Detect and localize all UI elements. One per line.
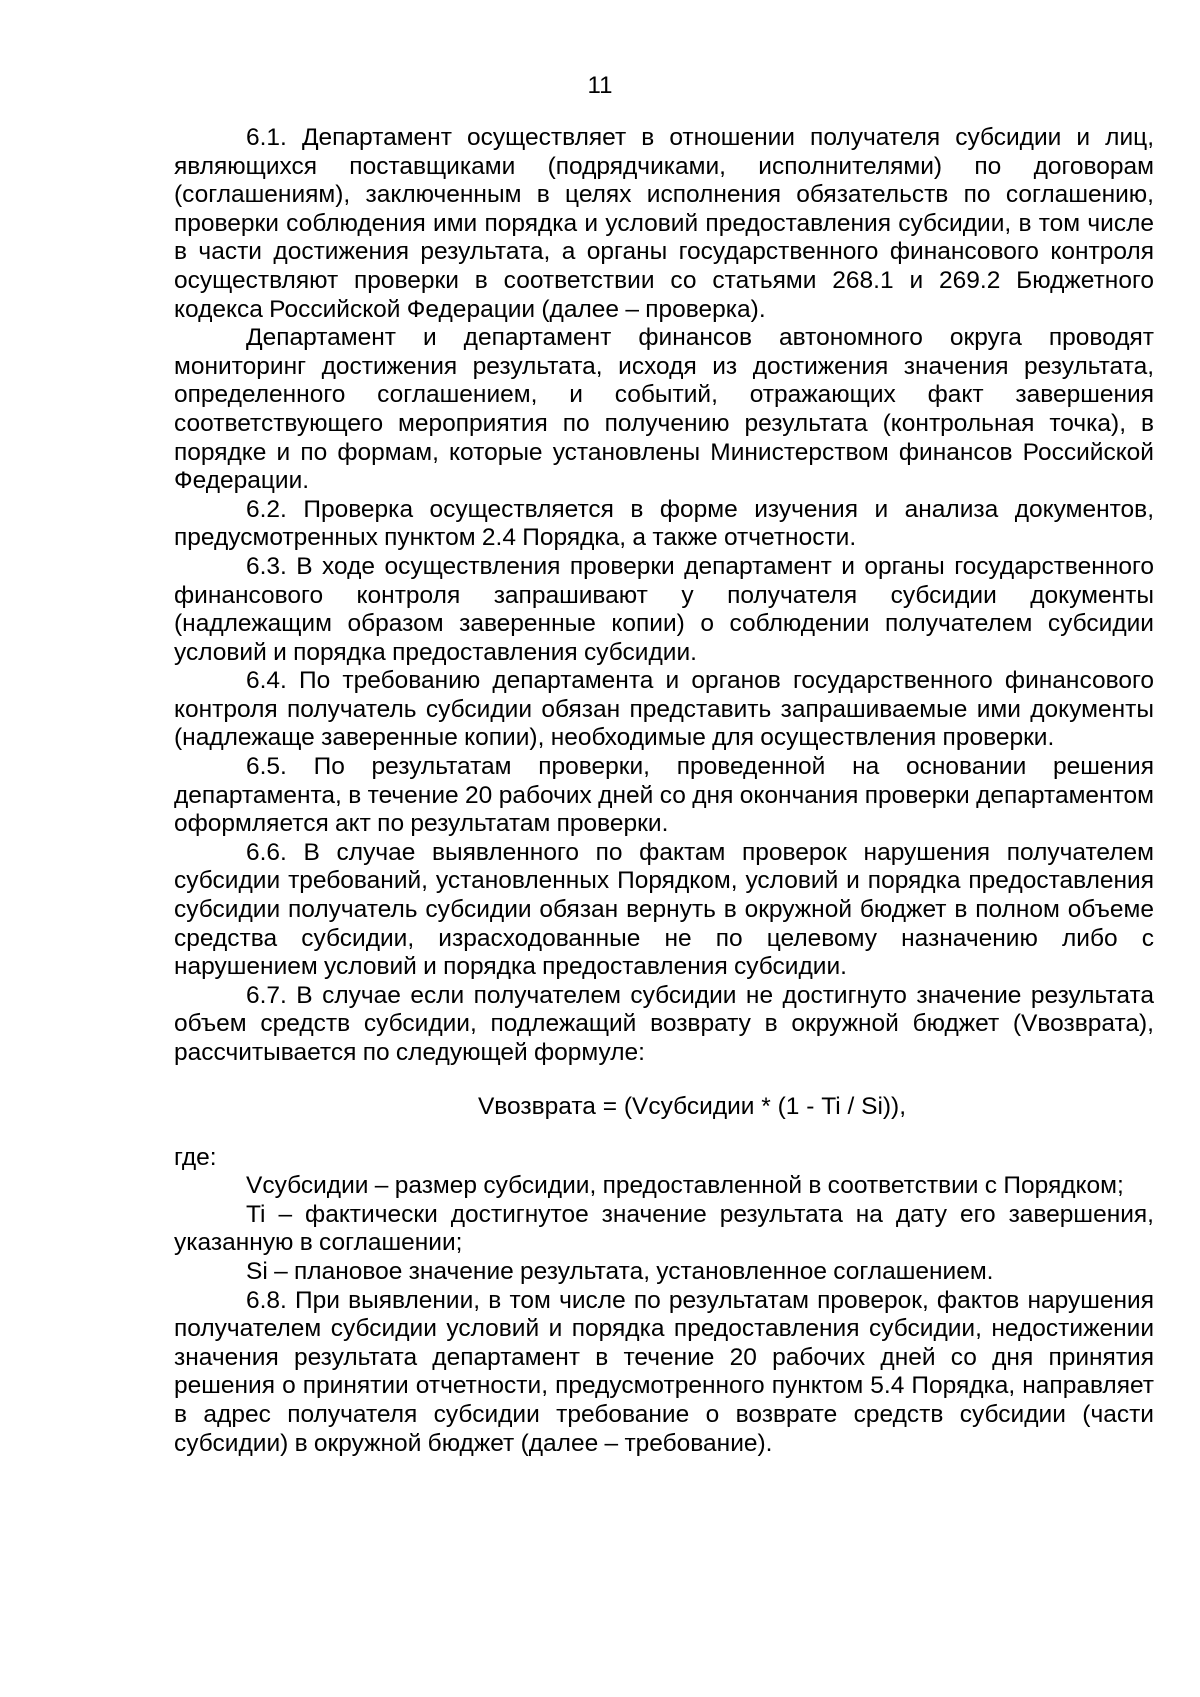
paragraph-6-5: 6.5. По результатам проверки, проведенной на основании решения департамента, в течение 20 рабочих дней со дня окончания проверки департаментом оформляется акт по результатам проверки.: [174, 753, 1154, 838]
paragraph-6-4: 6.4. По требованию департамента и органов государственного финансового контроля получатель субсидии обязан представить запрашиваемые ими документы (надлежаще заверенные копии), необходимые для осуществления проверки.: [174, 667, 1154, 752]
formula-where: где:: [174, 1143, 217, 1171]
paragraph-6-1: 6.1. Департамент осуществляет в отношении получателя субсидии и лиц, являющихся поставщиками (подрядчиками, исполнителями) по договорам (соглашениям), заключенным в целях исполнения обязательств по соглашению, проверки соблюдения ими порядка и условий предоставления субсидии, в том числе в части достижения результата, а органы государственного финансового контроля осуществляют проверки в соответствии со статьями 268.1 и 269.2 Бюджетного кодекса Российской Федерации (далее – проверка).: [174, 124, 1154, 323]
definition-ti: Ti – фактически достигнутое значение результата на дату его завершения, указанную в соглашении;: [174, 1200, 1154, 1257]
definition-v-subsidy: Vсубсидии – размер субсидии, предоставленной в соответствии с Порядком;: [246, 1172, 1124, 1200]
paragraph-6-2: 6.2. Проверка осуществляется в форме изучения и анализа документов, предусмотренных пунктом 2.4 Порядка, а также отчетности.: [174, 495, 1154, 552]
document-body: [174, 124, 1154, 1458]
refund-formula: Vвозврата = (Vсубсидии * (1 - Ti / Si)),: [477, 1092, 907, 1120]
paragraph-6-6: 6.6. В случае выявленного по фактам проверок нарушения получателем субсидии требований, установленных Порядком, условий и порядка предоставления субсидии получатель субсидии обязан вернуть в окружной бюджет в полном объеме средства субсидии, израсходованные не по целевому назначению либо с нарушением условий и порядка предоставления субсидии.: [174, 838, 1154, 981]
paragraph-6-1-monitoring: Департамент и департамент финансов автономного округа проводят мониторинг достижения результата, исходя из достижения значения результата, определенного соглашением, и событий, отражающих факт завершения соответствующего мероприятия по получению результата (контрольная точка), в порядке и по формам, которые установлены Министерством финансов Российской Федерации.: [174, 324, 1154, 495]
paragraph-6-7: 6.7. В случае если получателем субсидии не достигнуто значение результата объем средств субсидии, подлежащий возврату в окружной бюджет (Vвозврата), рассчитывается по следующей формуле:: [174, 981, 1154, 1066]
paragraph-6-3: 6.3. В ходе осуществления проверки департамент и органы государственного финансового контроля запрашивают у получателя субсидии документы (надлежащим образом заверенные копии) о соблюдении получателем субсидии условий и порядка предоставления субсидии.: [174, 552, 1154, 666]
definition-si: Si – плановое значение результата, установленное соглашением.: [246, 1257, 994, 1285]
paragraph-6-8: 6.8. При выявлении, в том числе по результатам проверок, фактов нарушения получателем субсидии условий и порядка предоставления субсидии, недостижении значения результата департамент в течение 20 рабочих дней со дня принятия решения о принятии отчетности, предусмотренного пунктом 5.4 Порядка, направляет в адрес получателя субсидии требование о возврате средств субсидии (части субсидии) в окружной бюджет (далее – требование).: [174, 1286, 1154, 1457]
page-number: 11: [587, 72, 613, 99]
